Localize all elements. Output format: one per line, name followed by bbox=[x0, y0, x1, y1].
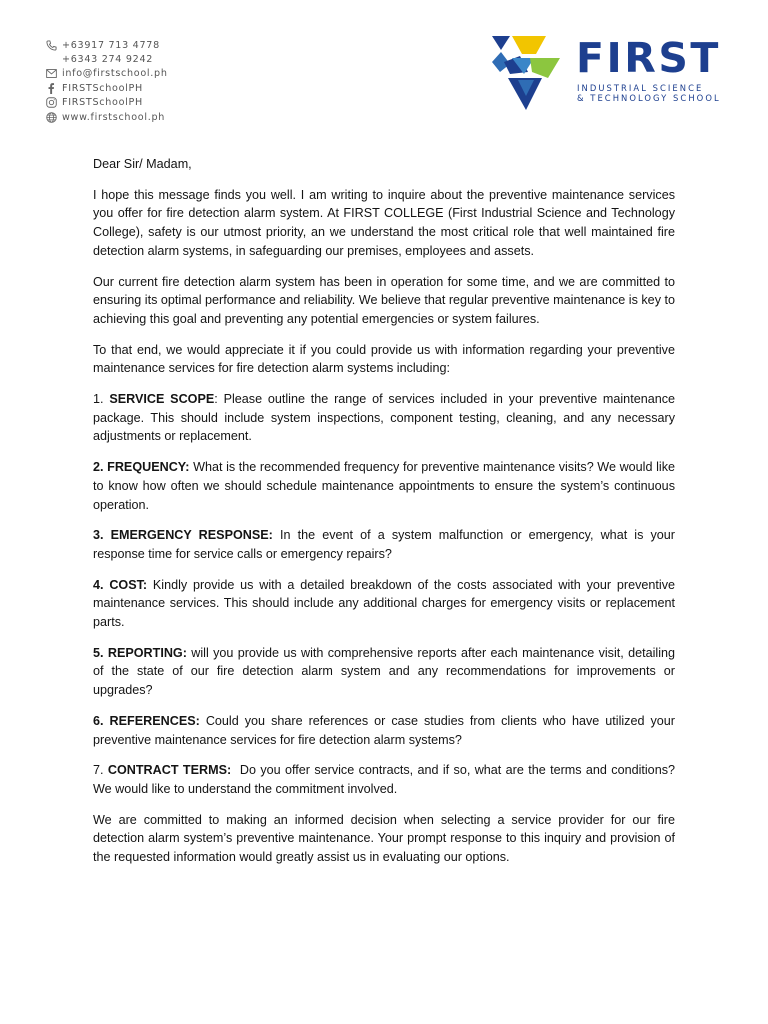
item-number: 5. bbox=[93, 645, 104, 660]
item-text: Do you offer service contracts, and if so, what are the terms and conditions? We would like to understand the commitment involved. bbox=[93, 763, 679, 796]
letter-body bbox=[93, 155, 679, 879]
logo-emblem-icon bbox=[490, 34, 562, 112]
item-heading: REFERENCES: bbox=[109, 713, 200, 728]
item-number: 7. bbox=[93, 763, 104, 778]
phone-secondary[interactable]: +6343 274 9242 bbox=[62, 54, 154, 66]
item-heading: FREQUENCY: bbox=[107, 460, 190, 475]
logo-subtitle-line2: & TECHNOLOGY SCHOOL bbox=[577, 93, 721, 103]
item-heading: EMERGENCY RESPONSE: bbox=[110, 528, 273, 543]
logo-subtitle-line1: INDUSTRIAL SCIENCE bbox=[577, 83, 704, 93]
globe-icon bbox=[45, 111, 57, 123]
salutation: Dear Sir/ Madam, bbox=[93, 157, 192, 171]
item-heading: CONTRACT TERMS: bbox=[107, 763, 232, 778]
list-item bbox=[93, 644, 675, 700]
list-item bbox=[93, 458, 675, 514]
email-link[interactable]: info@firstschool.ph bbox=[62, 68, 168, 80]
school-logo bbox=[490, 34, 730, 114]
logo-wordmark: FIRST bbox=[576, 34, 721, 82]
item-text: will you provide us with comprehensive reports after each maintenance visit, detailing of the state of our fire detection alarm system and any recommendations for improvements or upgrades? bbox=[93, 645, 676, 698]
item-heading: COST: bbox=[109, 577, 148, 592]
intro-paragraph: I hope this message finds you well. I am writing to inquire about the preventive maintenance services you offer for fire detection alarm system. At FIRST COLLEGE (First Industrial Science and Technology College), safety is our utmost priority, an we understand the most critical role that well maintained fire detection alarm systems, in safeguarding our premises, employees and assets. bbox=[93, 187, 675, 258]
facebook-row bbox=[45, 81, 168, 95]
phone-row-secondary bbox=[45, 52, 168, 66]
item-separator: : bbox=[214, 392, 218, 407]
instagram-row bbox=[45, 96, 168, 110]
item-heading: SERVICE SCOPE bbox=[109, 392, 215, 407]
phone-primary[interactable]: +63917 713 4778 bbox=[62, 39, 160, 51]
request-paragraph: To that end, we would appreciate it if you could provide us with information regarding your preventive maintenance services for fire detection alarm systems including: bbox=[93, 342, 675, 376]
email-icon bbox=[45, 68, 57, 80]
item-number: 2. bbox=[93, 460, 104, 475]
email-row bbox=[45, 67, 168, 81]
phone-row bbox=[45, 38, 168, 52]
list-item bbox=[93, 712, 675, 749]
list-item bbox=[93, 390, 675, 446]
facebook-icon bbox=[45, 82, 57, 94]
facebook-handle[interactable]: FIRSTSchoolPH bbox=[62, 82, 143, 94]
website-row bbox=[45, 110, 168, 124]
current-system-paragraph: Our current fire detection alarm system has been in operation for some time, and we are committed to ensuring its optimal performance and reliability. We believe that regular preventive maintenance is key to achieving this goal and preventing any potential emergencies or system failures. bbox=[93, 274, 675, 326]
instagram-icon bbox=[45, 97, 57, 109]
item-text: What is the recommended frequency for preventive maintenance visits? We would like to know how often we should schedule maintenance appointments to ensure the system’s continuous operation. bbox=[93, 460, 675, 512]
item-number: 4. bbox=[93, 577, 104, 592]
item-text: In the event of a system malfunction or emergency, what is your response time for service calls or emergency repairs? bbox=[93, 528, 675, 561]
phone-icon bbox=[45, 39, 57, 51]
list-item bbox=[93, 761, 679, 798]
item-heading: REPORTING: bbox=[107, 645, 187, 660]
contact-block bbox=[45, 38, 168, 124]
logo-subtitle bbox=[577, 83, 721, 103]
website-link[interactable]: www.firstschool.ph bbox=[62, 111, 166, 123]
list-item bbox=[93, 576, 675, 632]
item-number: 6. bbox=[93, 713, 104, 728]
item-number: 3. bbox=[93, 528, 104, 543]
instagram-handle[interactable]: FIRSTSchoolPH bbox=[62, 97, 143, 109]
item-text: Kindly provide us with a detailed breakdown of the costs associated with your preventive maintenance services. This should include any additional charges for emergency visits or replacement parts. bbox=[93, 577, 675, 630]
item-number: 1. bbox=[93, 392, 104, 407]
item-text: Please outline the range of services included in your preventive maintenance package. This should include system inspections, component testing, cleaning, and any necessary adjustments or replacement. bbox=[93, 392, 676, 444]
item-text: Could you share references or case studies from clients who have utilized your preventive maintenance services for fire detection alarm systems? bbox=[93, 713, 676, 747]
list-item bbox=[93, 526, 675, 563]
closing-paragraph: We are committed to making an informed decision when selecting a service provider for our fire detection alarm system’s preventive maintenance. Your prompt response to this inquiry and provision of the requested information would greatly assist us in evaluating our options. bbox=[93, 812, 675, 865]
